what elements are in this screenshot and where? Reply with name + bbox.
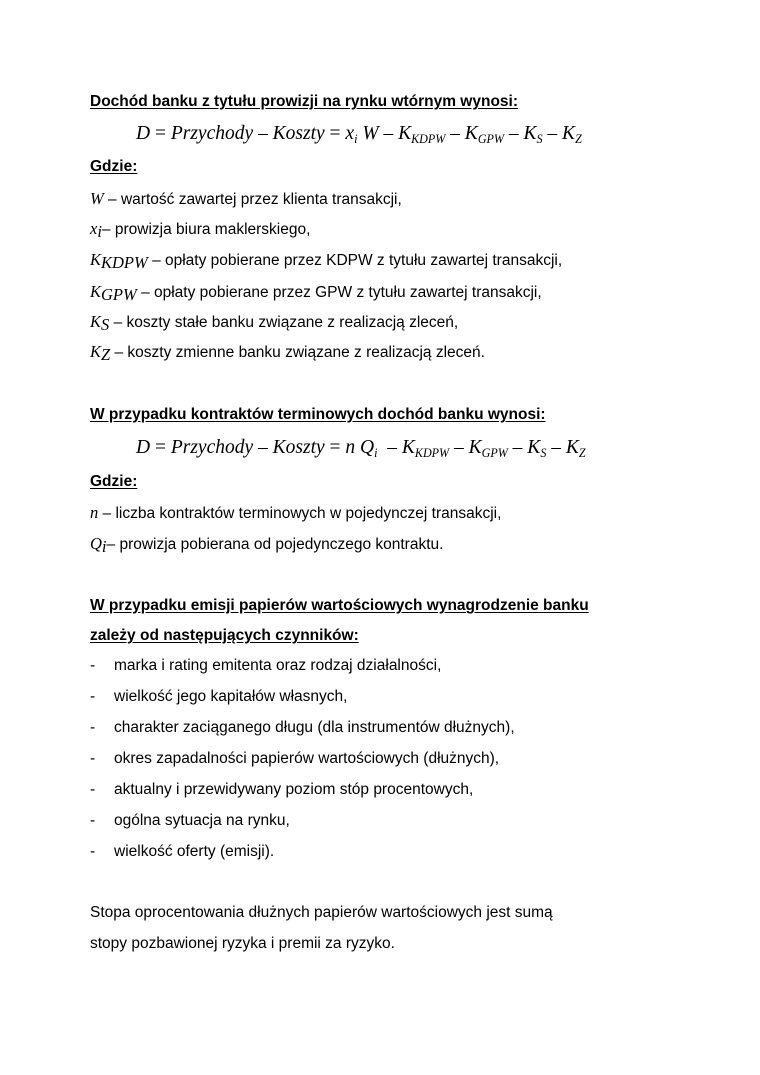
section2-where-label: Gdzie: [90, 473, 138, 490]
definition-qi: $Q_i-$ prowizja pobierana od pojedynczego kontraktu. [90, 534, 444, 557]
list-item: - marka i rating emitenta oraz rodzaj działalności, [90, 657, 442, 674]
definition-n: n – liczba kontraktów terminowych w pojedynczej transakcji, [90, 503, 502, 522]
list-item: - ogólna sytuacja na rynku, [90, 812, 290, 829]
section2-heading: W przypadku kontraktów terminowych dochód banku wynosi: [90, 406, 546, 423]
section1-heading: Dochód banku z tytułu prowizji na rynku wtórnym wynosi: [90, 93, 518, 110]
definition-xi: $x_i-$ prowizja biura maklerskiego, [90, 219, 311, 242]
section3-heading-line1: W przypadku emisji papierów wartościowych wynagrodzenie banku [90, 597, 589, 614]
closing-line1: Stopa oprocentowania dłużnych papierów wartościowych jest sumą [90, 904, 553, 921]
closing-line2: stopy pozbawionej ryzyka i premii za ryzyko. [90, 935, 395, 952]
section1-formula: D = Przychody – Koszty = $x_i$ W – $K_{KDPW} - K_{GPW} - K_S - K_Z$ [136, 123, 582, 147]
list-item: - wielkość oferty (emisji). [90, 843, 275, 860]
list-item: - aktualny i przewidywany poziom stóp procentowych, [90, 781, 474, 798]
list-item: - okres zapadalności papierów wartościowych (dłużnych), [90, 750, 500, 767]
definition-kkdpw: $K_{KDPW}$ – opłaty pobierane przez KDPW z tytułu zawartej transakcji, [90, 250, 563, 273]
section2-formula: D = Przychody – Koszty = n $Q_i - K_{KDPW} - K_{GPW} - K_S - K_Z$ [136, 437, 586, 461]
section3-heading-line2: zależy od następujących czynników: [90, 627, 359, 644]
list-item: - wielkość jego kapitałów własnych, [90, 688, 348, 705]
definition-kgpw: $K_{GPW}$ – opłaty pobierane przez GPW z tytułu zawartej transakcji, [90, 282, 542, 305]
definition-kz: $K_Z$ – koszty zmienne banku związane z realizacją zleceń. [90, 342, 485, 365]
definition-ks: $K_S$ – koszty stałe banku związane z realizacją zleceń, [90, 312, 459, 335]
list-item: - charakter zaciąganego długu (dla instrumentów dłużnych), [90, 719, 515, 736]
definition-w: W – wartość zawartej przez klienta transakcji, [90, 189, 402, 208]
section1-where-label: Gdzie: [90, 158, 138, 175]
